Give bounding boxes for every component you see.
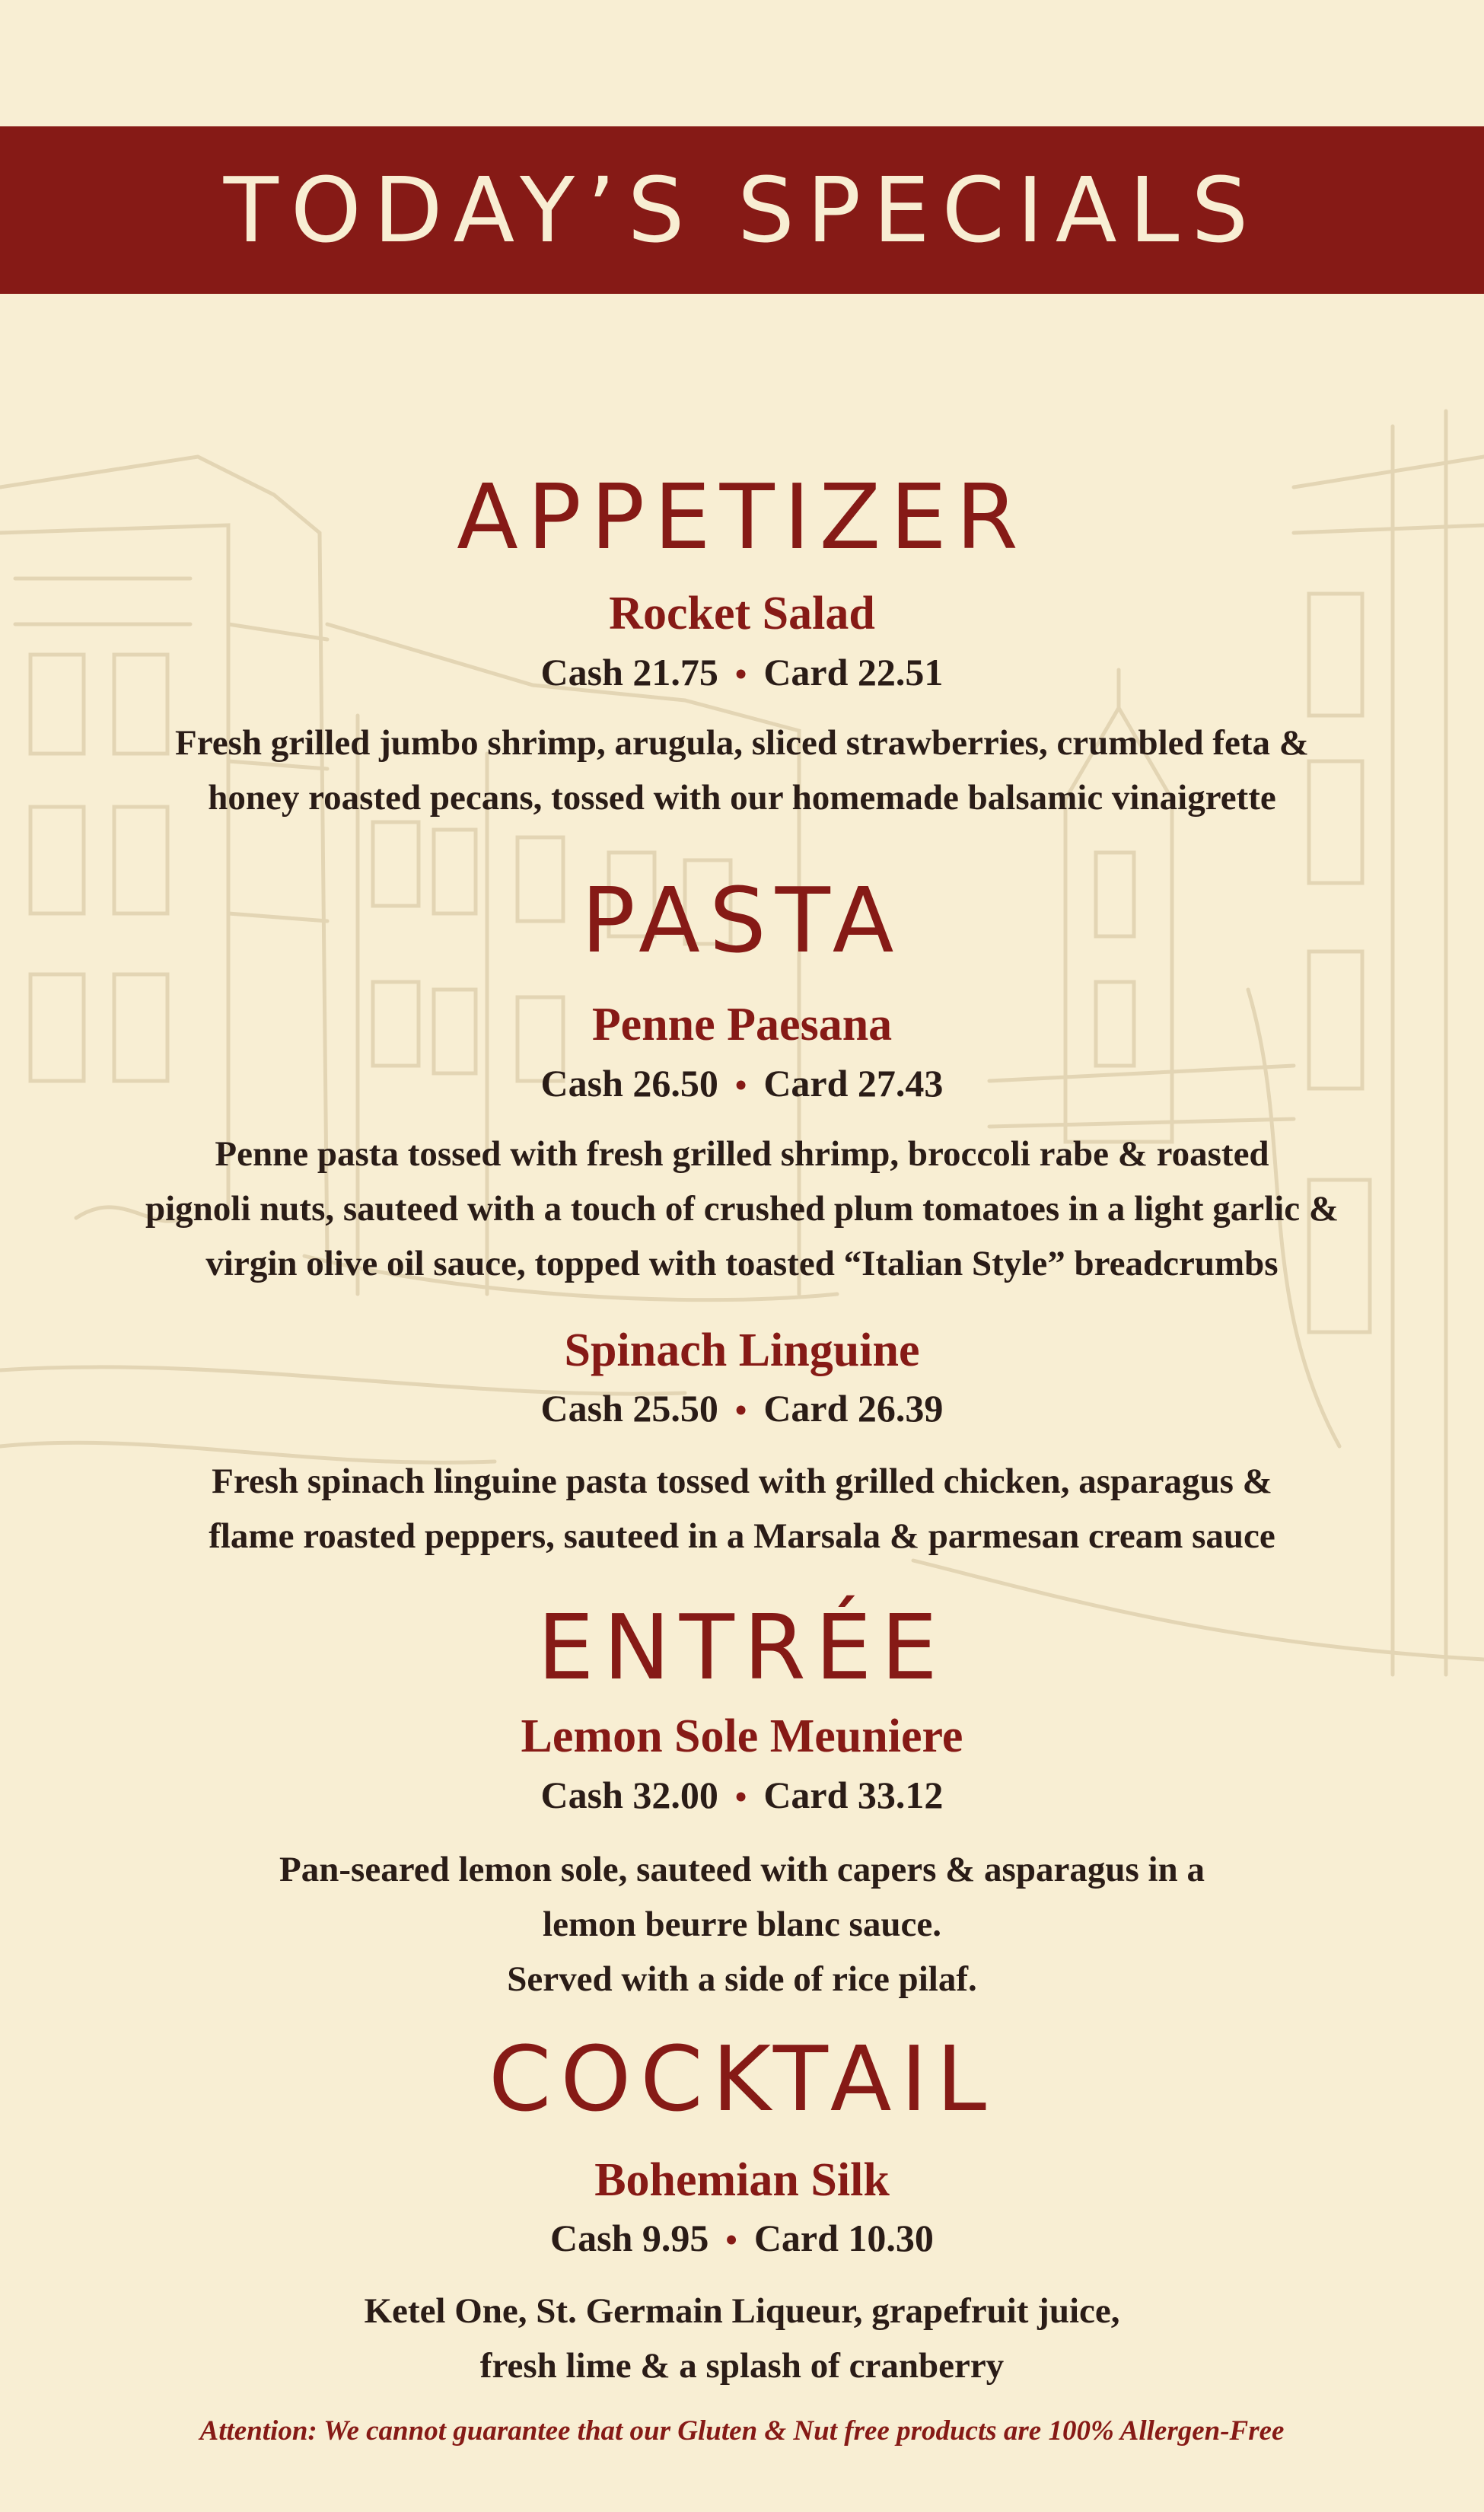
- item-description-rocket-salad: [46, 716, 1438, 825]
- price-row-bohemian-silk: [0, 2219, 1484, 2257]
- description-line: honey roasted pecans, tossed with our homemade balsamic vinaigrette: [208, 778, 1276, 818]
- card-price: Card 26.39: [763, 1387, 944, 1430]
- description-line: lemon beurre blanc sauce.: [543, 1905, 941, 1944]
- item-description-lemon-sole-meuniere: [46, 1842, 1438, 2007]
- item-name-bohemian-silk: Bohemian Silk: [594, 2154, 890, 2206]
- card-price: Card 22.51: [763, 651, 944, 693]
- item-name-spinach-linguine: Spinach Linguine: [564, 1325, 920, 1376]
- bullet-separator: •: [725, 2221, 737, 2259]
- bullet-separator: •: [734, 1066, 747, 1104]
- price-row-rocket-salad: [0, 653, 1484, 691]
- description-line: Pan-seared lemon sole, sauteed with capers & asparagus in a: [279, 1850, 1205, 1889]
- description-line: fresh lime & a splash of cranberry: [479, 2346, 1005, 2386]
- bullet-separator: •: [734, 655, 747, 693]
- card-price: Card 27.43: [763, 1062, 944, 1105]
- description-line: Fresh spinach linguine pasta tossed with grilled chicken, asparagus &: [212, 1462, 1272, 1501]
- price-row-lemon-sole-meuniere: [0, 1776, 1484, 1814]
- specials-banner: [0, 126, 1484, 294]
- item-name-rocket-salad: Rocket Salad: [609, 588, 875, 639]
- description-line: pignoli nuts, sauteed with a touch of crushed plum tomatoes in a light garlic &: [145, 1189, 1339, 1229]
- page-title: TODAY’S SPECIALS: [223, 158, 1261, 263]
- section-heading-appetizer: APPETIZER: [457, 464, 1027, 569]
- price-row-spinach-linguine: [0, 1387, 1484, 1430]
- section-heading-pasta: PASTA: [581, 868, 903, 973]
- price-row-penne-paesana: [0, 1062, 1484, 1105]
- description-line: virgin olive oil sauce, topped with toasted “Italian Style” breadcrumbs: [205, 1244, 1279, 1283]
- item-name-penne-paesana: Penne Paesana: [591, 999, 893, 1050]
- section-heading-entree: ENTRÉE: [537, 1595, 947, 1700]
- card-price: Card 10.30: [753, 2217, 934, 2259]
- card-price: Card 33.12: [763, 1774, 944, 1816]
- bullet-separator: •: [734, 1391, 747, 1429]
- description-line: flame roasted peppers, sauteed in a Marsala & parmesan cream sauce: [209, 1516, 1275, 1556]
- description-line: Served with a side of rice pilaf.: [507, 1959, 977, 1999]
- description-line: Fresh grilled jumbo shrimp, arugula, sliced strawberries, crumbled feta &: [175, 723, 1309, 763]
- cash-price: Cash 26.50: [540, 1062, 718, 1105]
- description-line: Penne pasta tossed with fresh grilled shrimp, broccoli rabe & roasted: [215, 1134, 1269, 1174]
- item-description-spinach-linguine: [46, 1454, 1438, 1564]
- cash-price: Cash 9.95: [550, 2217, 709, 2259]
- item-name-lemon-sole-meuniere: Lemon Sole Meuniere: [521, 1710, 963, 1762]
- allergen-notice: Attention: We cannot guarantee that our Gluten & Nut free products are 100% Allergen-Free: [199, 2415, 1285, 2447]
- item-description-bohemian-silk: [46, 2284, 1438, 2393]
- item-description-penne-paesana: [46, 1127, 1438, 1291]
- bullet-separator: •: [734, 1778, 747, 1815]
- description-line: Ketel One, St. Germain Liqueur, grapefruit juice,: [364, 2291, 1120, 2331]
- cash-price: Cash 25.50: [540, 1387, 718, 1430]
- cash-price: Cash 32.00: [540, 1774, 718, 1816]
- section-heading-cocktail: COCKTAIL: [488, 2026, 996, 2131]
- cash-price: Cash 21.75: [540, 651, 718, 693]
